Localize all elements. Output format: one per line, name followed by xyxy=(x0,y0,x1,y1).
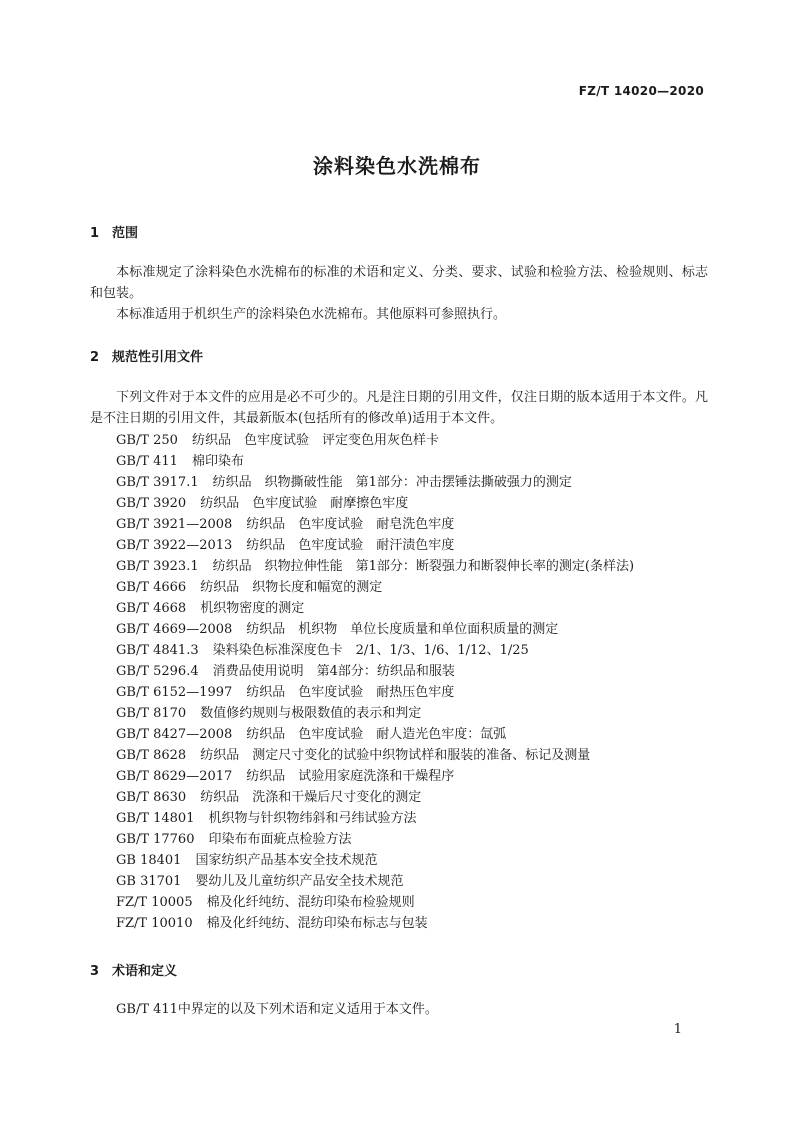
list-item: GB/T 8628 纺织品 测定尺寸变化的试验中织物试样和服装的准备、标记及测量 xyxy=(116,748,591,763)
list-item: GB/T 3922—2013 纺织品 色牢度试验 耐汗渍色牢度 xyxy=(116,538,455,553)
section-heading-terms-and-definitions xyxy=(90,960,177,979)
list-item: GB/T 5296.4 消费品使用说明 第4部分：纺织品和服装 xyxy=(116,664,455,679)
list-item: GB/T 3920 纺织品 色牢度试验 耐摩擦色牢度 xyxy=(116,496,409,511)
list-item: GB/T 6152—1997 纺织品 色牢度试验 耐热压色牢度 xyxy=(116,685,455,700)
section-title: 术语和定义 xyxy=(112,964,178,979)
section-title: 范围 xyxy=(112,226,139,241)
list-item: GB/T 8630 纺织品 洗涤和干燥后尺寸变化的测定 xyxy=(116,790,422,805)
list-item: GB/T 4666 纺织品 织物长度和幅宽的测定 xyxy=(116,580,383,595)
page-number: 1 xyxy=(673,1022,682,1037)
paragraph: 本标准适用于机织生产的涂料染色水洗棉布。其他原料可参照执行。 xyxy=(116,307,507,322)
standard-code: FZ/T 14020—2020 xyxy=(578,84,704,98)
section-heading-normative-references xyxy=(90,346,203,365)
list-item: GB/T 8427—2008 纺织品 色牢度试验 耐人造光色牢度：氙弧 xyxy=(116,727,507,742)
section-number: 1 xyxy=(90,226,100,241)
section-number: 2 xyxy=(90,350,100,365)
section-title: 规范性引用文件 xyxy=(112,350,204,365)
list-item: GB/T 3923.1 纺织品 织物拉伸性能 第1部分：断裂强力和断裂伸长率的测定(条样法) xyxy=(116,559,635,574)
list-item: GB 31701 婴幼儿及儿童纺织产品安全技术规范 xyxy=(116,874,404,889)
list-item: GB/T 250 纺织品 色牢度试验 评定变色用灰色样卡 xyxy=(116,433,439,448)
list-item: GB/T 411 棉印染布 xyxy=(116,454,244,469)
list-item: GB/T 8170 数值修约规则与极限数值的表示和判定 xyxy=(116,706,422,721)
section-heading-scope xyxy=(90,222,138,241)
list-item: FZ/T 10005 棉及化纤纯纺、混纺印染布检验规则 xyxy=(116,895,415,910)
list-item: GB/T 17760 印染布布面疵点检验方法 xyxy=(116,832,352,847)
list-item: FZ/T 10010 棉及化纤纯纺、混纺印染布标志与包装 xyxy=(116,916,428,931)
paragraph: 本标准规定了涂料染色水洗棉布的标准的术语和定义、分类、要求、试验和检验方法、检验规则、标志和包装。 xyxy=(90,265,708,301)
paragraph: 下列文件对于本文件的应用是必不可少的。凡是注日期的引用文件，仅注日期的版本适用于本文件。凡是不注日期的引用文件，其最新版本(包括所有的修改单)适用于本文件。 xyxy=(90,390,708,426)
section-number: 3 xyxy=(90,964,100,979)
reference-list xyxy=(116,430,634,934)
list-item: GB/T 4668 机织物密度的测定 xyxy=(116,601,305,616)
list-item: GB/T 3917.1 纺织品 织物撕破性能 第1部分：冲击摆锤法撕破强力的测定 xyxy=(116,475,572,490)
list-item: GB 18401 国家纺织产品基本安全技术规范 xyxy=(116,853,378,868)
list-item: GB/T 4841.3 染料染色标准深度色卡 2/1、1/3、1/6、1/12、1/25 xyxy=(116,643,529,658)
document-title: 涂料染色水洗棉布 xyxy=(313,154,481,178)
paragraph: GB/T 411中界定的以及下列术语和定义适用于本文件。 xyxy=(116,1002,438,1017)
list-item: GB/T 3921—2008 纺织品 色牢度试验 耐皂洗色牢度 xyxy=(116,517,455,532)
list-item: GB/T 4669—2008 纺织品 机织物 单位长度质量和单位面积质量的测定 xyxy=(116,622,559,637)
list-item: GB/T 8629—2017 纺织品 试验用家庭洗涤和干燥程序 xyxy=(116,769,455,784)
list-item: GB/T 14801 机织物与针织物纬斜和弓纬试验方法 xyxy=(116,811,417,826)
